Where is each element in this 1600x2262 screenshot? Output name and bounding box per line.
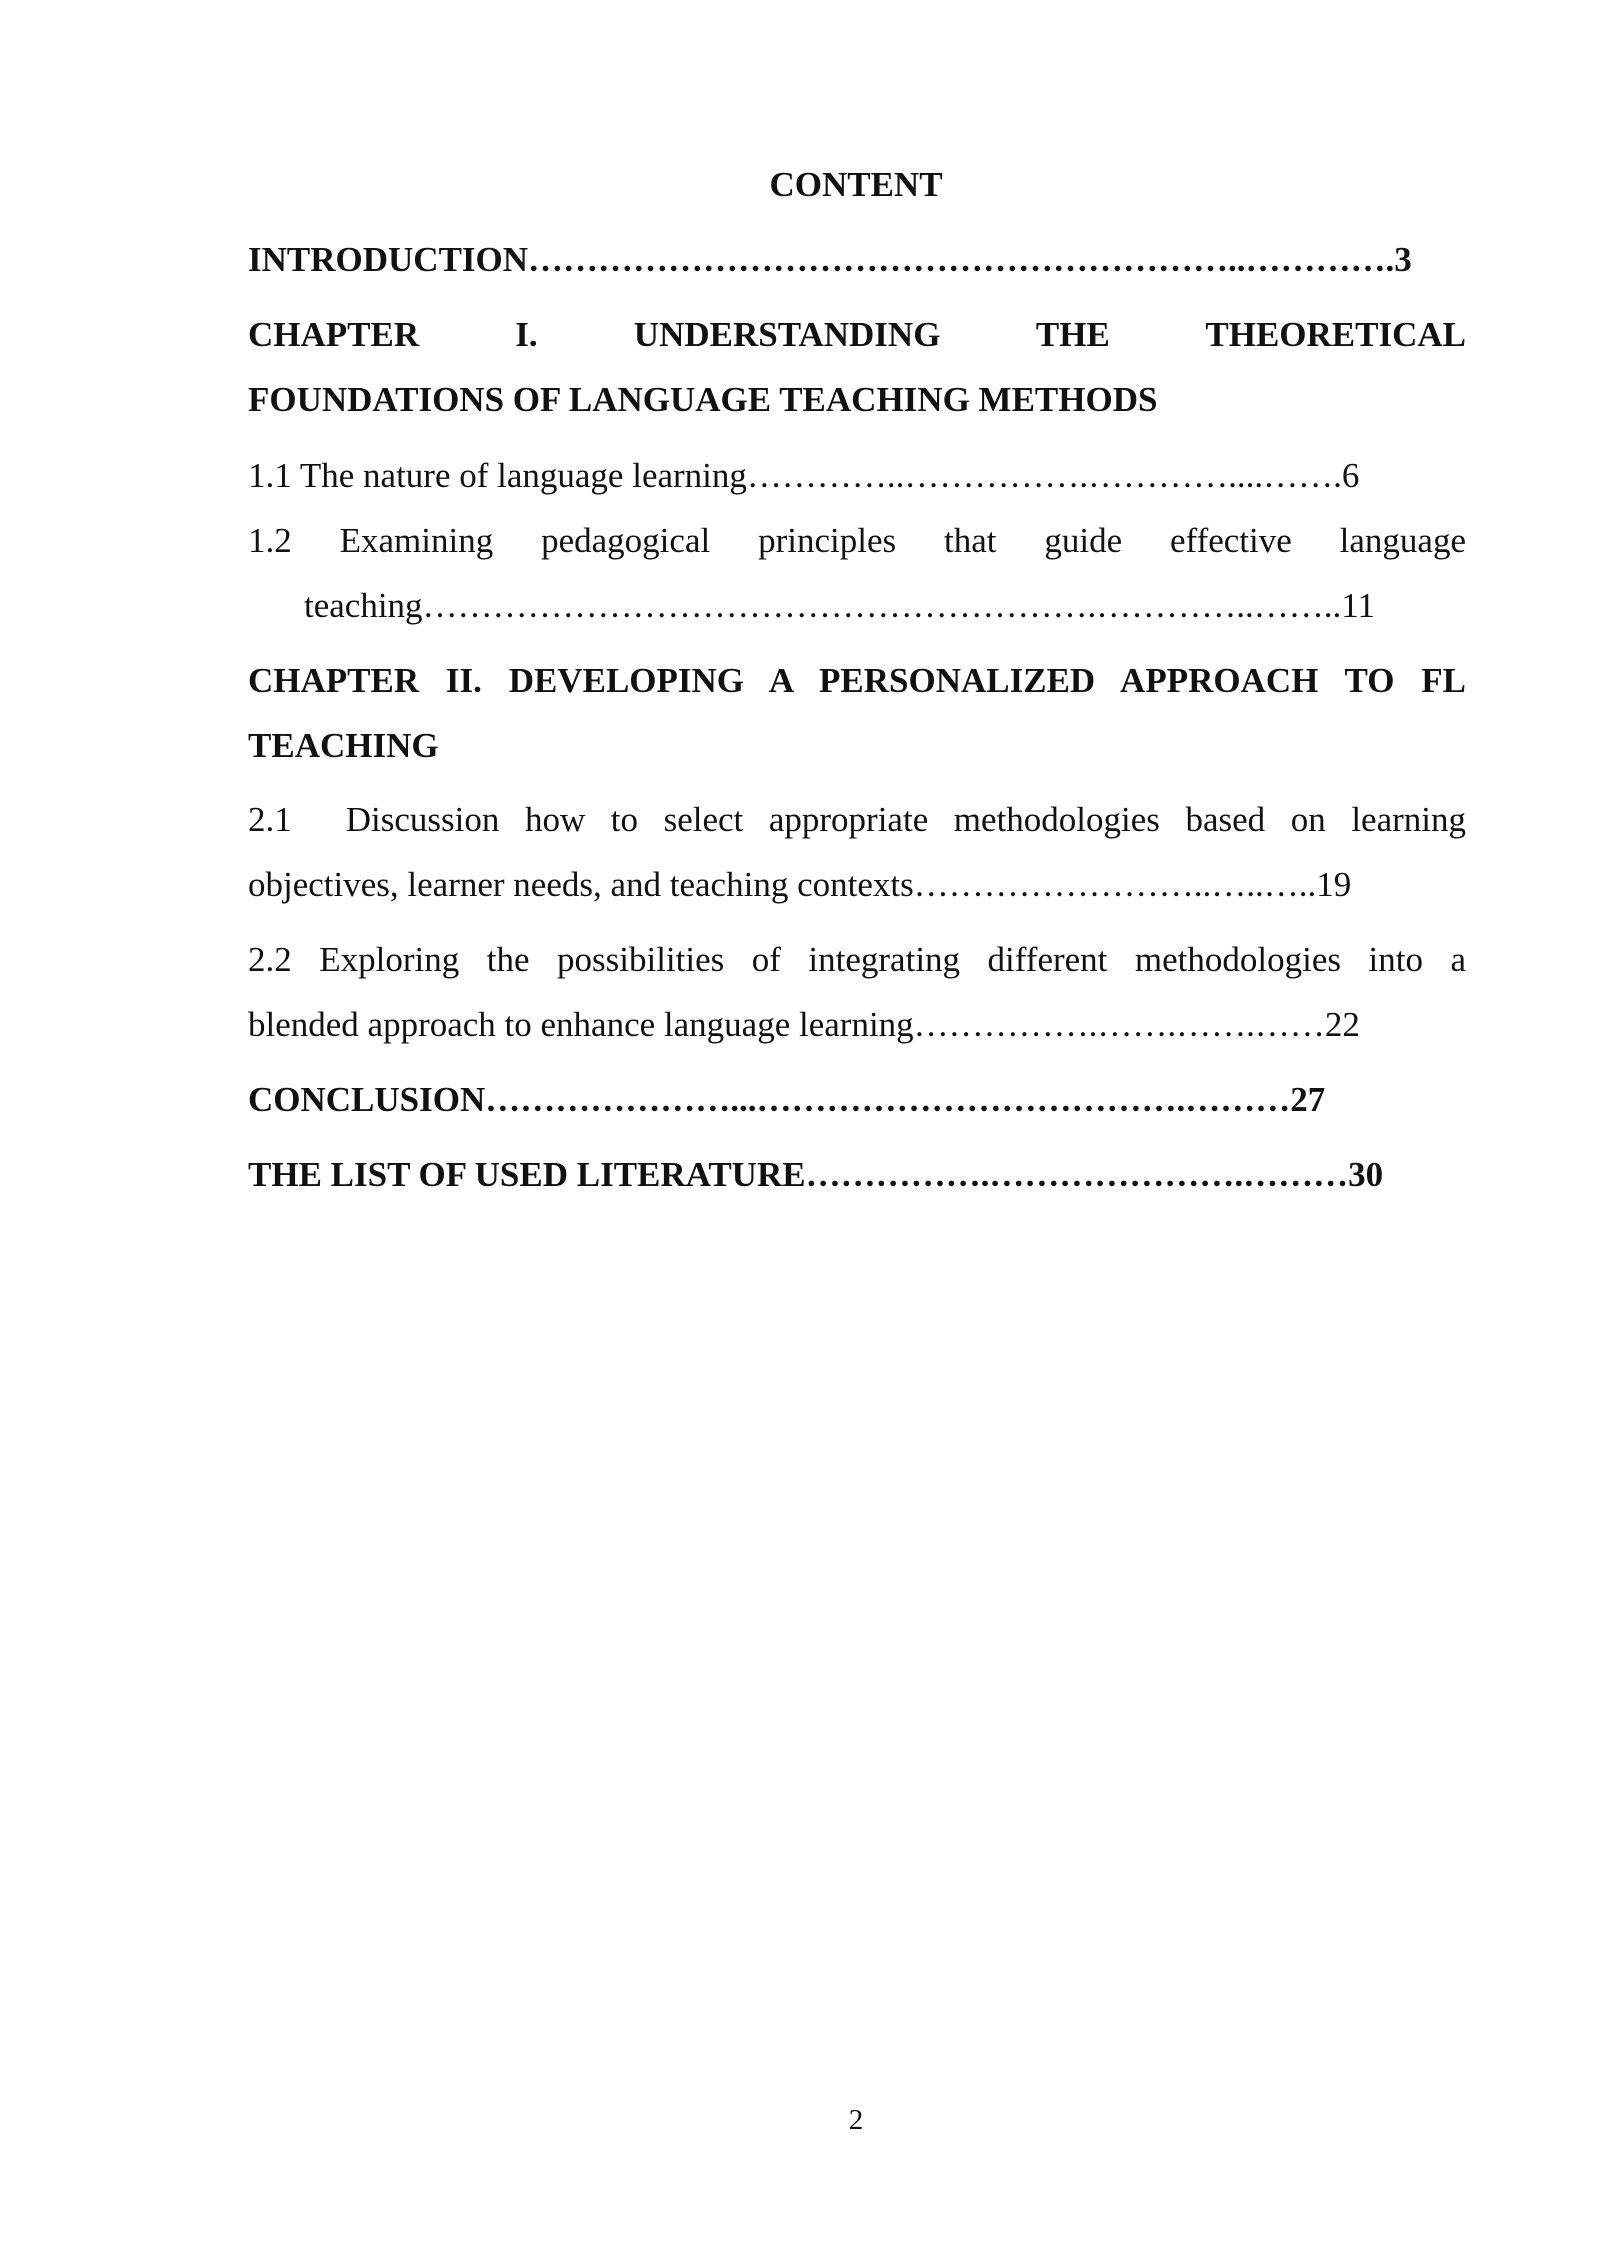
toc-title: CONTENT [769,165,943,204]
toc-chapter2-line2: TEACHING [248,726,439,765]
toc-literature: THE LIST OF USED LITERATURE…………….………………….………30 [248,1155,1384,1194]
toc-section-2-2-line2: blended approach to enhance language learning…………….…….…….……22 [248,1005,1360,1044]
toc-conclusion: CONCLUSION…………………...……………………………….………27 [248,1080,1326,1119]
toc-chapter2-line1: CHAPTER II. DEVELOPING A PERSONALIZED APPROACH TO FL [248,661,1466,700]
toc-chapter1-line1: CHAPTER I. UNDERSTANDING THE THEORETICAL [248,315,1466,354]
toc-chapter1-line2: FOUNDATIONS OF LANGUAGE TEACHING METHODS [248,380,1158,419]
toc-section-2-2-line1: 2.2 Exploring the possibilities of integrating different methodologies into a [248,940,1466,979]
section-number: 1.2 [248,521,292,560]
section-number: 2.1 [248,800,292,839]
toc-introduction: INTRODUCTION……………………………………………………..………….3 [248,240,1412,279]
toc-section-2-1-line2: objectives, learner needs, and teaching contexts……………………..…..…..19 [248,865,1352,904]
toc-section-2-1-line1 [248,787,1466,852]
page-number: 2 [848,2104,864,2136]
section-title: Examining pedagogical principles that guide effective language [339,521,1466,560]
section-title: Discussion how to select appropriate methodologies based on learning [345,800,1466,839]
toc-section-1-2-line2 [248,573,1466,638]
section-continuation: teaching………………………………………………….…………..……..11 [304,586,1376,625]
toc-section-1-1: 1.1 The nature of language learning…………..…………….…………....…….6 [248,456,1360,495]
toc-section-1-2-line1 [248,508,1466,573]
